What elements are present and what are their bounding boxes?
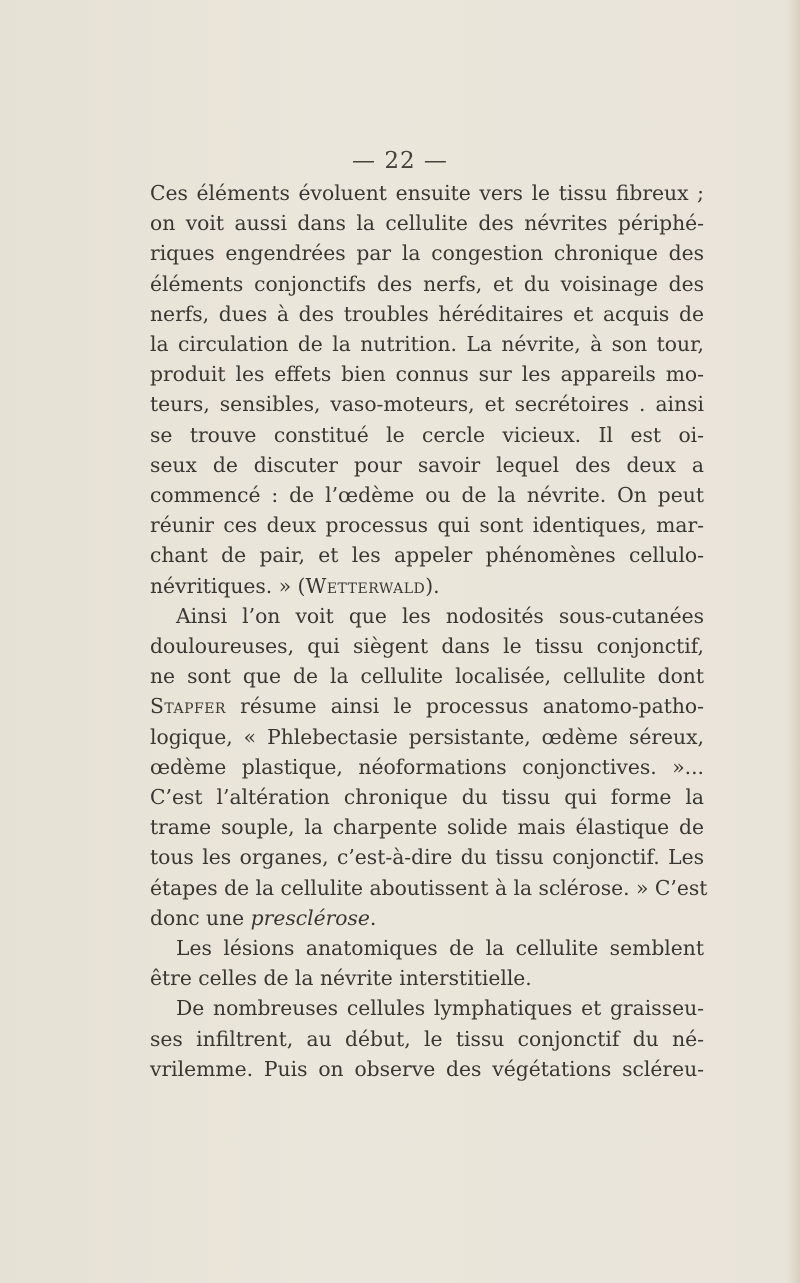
text-segment: résume ainsi le processus anatomo-patho- <box>225 694 704 719</box>
text-line: Ainsi l’on voit que les nodosités sous-cutanées <box>176 603 704 628</box>
text-segment: . <box>369 905 377 930</box>
text-line: on voit aussi dans la cellulite des névrites périphé- <box>150 211 704 236</box>
text-line: nerfs, dues à des troubles héréditaires et acquis de <box>150 301 704 326</box>
text-line: produit les effets bien connus sur les appareils mo- <box>150 362 704 387</box>
text-line: être celles de la névrite interstitielle. <box>150 966 532 991</box>
text-line <box>150 903 704 933</box>
text-line: logique, « Phlebectasie persistante, œdème séreux, <box>150 724 704 749</box>
text-line: riques engendrées par la congestion chronique des <box>150 241 704 266</box>
text-line: chant de pair, et les appeler phénomènes cellulo- <box>150 543 704 568</box>
text-segment: donc une <box>150 905 251 930</box>
text-line: seux de discuter pour savoir lequel des deux a <box>150 452 704 477</box>
text-line: tous les organes, c’est-à-dire du tissu conjonctif. Les <box>150 845 704 870</box>
text-line: Les lésions anatomiques de la cellulite semblent <box>176 936 704 961</box>
text-line: la circulation de la nutrition. La névrite, à son tour, <box>150 332 704 357</box>
text-line: teurs, sensibles, vaso-moteurs, et secrétoires . ainsi <box>150 392 704 417</box>
text-line: éléments conjonctifs des nerfs, et du voisinage des <box>150 271 704 296</box>
body-text <box>150 178 708 1084</box>
author-name: Stapfer <box>150 694 226 719</box>
text-line: vrilemme. Puis on observe des végétations scléreu- <box>150 1056 704 1081</box>
page-edge-shadow <box>786 0 800 1283</box>
text-line: trame souple, la charpente solide mais élastique de <box>150 815 704 840</box>
text-line: ses infiltrent, au début, le tissu conjonctif du né- <box>150 1026 704 1051</box>
text-line: De nombreuses cellules lymphatiques et graisseu- <box>176 996 704 1021</box>
text-segment: névritiques. » ( <box>150 573 306 598</box>
text-line: œdème plastique, néoformations conjonctives. »... <box>150 754 704 779</box>
text-line: se trouve constitué le cercle vicieux. Il est oi- <box>150 422 704 447</box>
page-number: — 22 — <box>352 148 448 174</box>
italic-term: presclérose <box>250 905 370 930</box>
text-segment: ). <box>425 573 440 598</box>
text-line: réunir ces deux processus qui sont identiques, mar- <box>150 513 704 538</box>
text-line: Ces éléments évoluent ensuite vers le tissu fibreux ; <box>150 181 704 205</box>
text-line: C’est l’altération chronique du tissu qui forme la <box>150 785 704 810</box>
text-line: ne sont que de la cellulite localisée, cellulite dont <box>150 664 704 689</box>
text-line: commencé : de l’œdème ou de la névrite. On peut <box>150 483 704 508</box>
text-line <box>150 691 704 721</box>
text-line <box>150 571 704 601</box>
author-name: Wetterwald <box>305 573 426 598</box>
text-line: étapes de la cellulite aboutissent à la sclérose. » C’est <box>150 875 708 900</box>
text-line: douloureuses, qui siègent dans le tissu conjonctif, <box>150 634 704 659</box>
